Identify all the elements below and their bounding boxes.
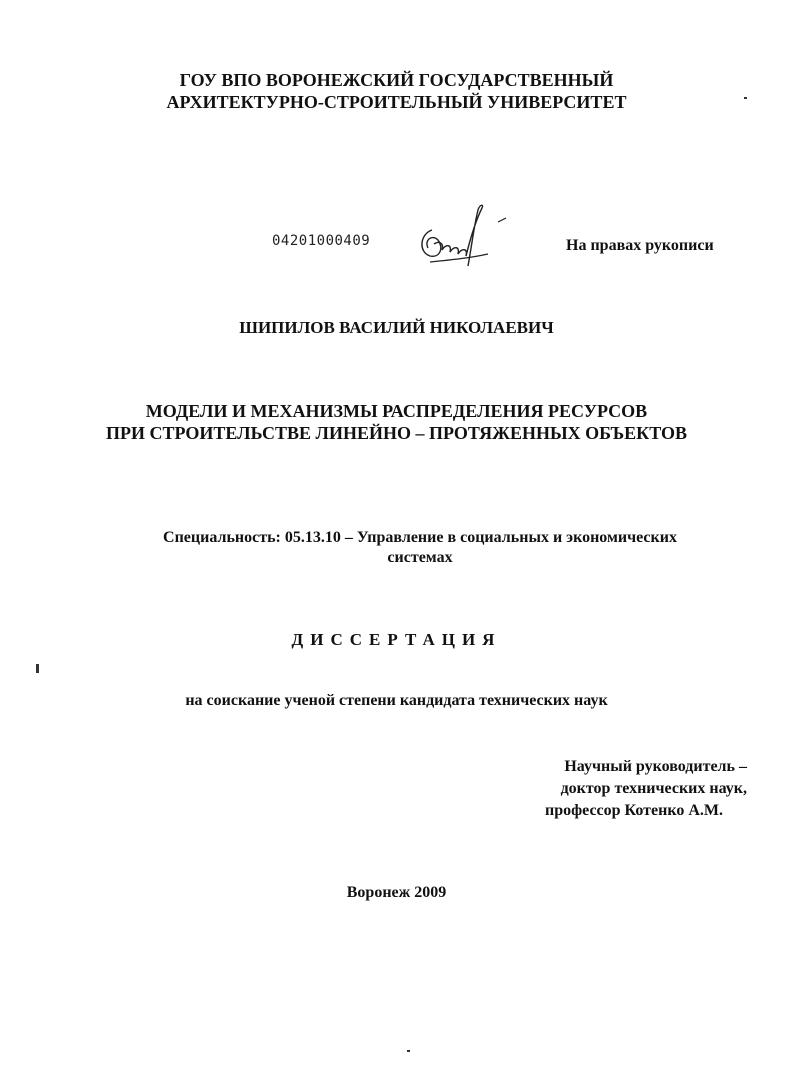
scientific-advisor <box>545 756 747 822</box>
scan-speck <box>36 664 39 673</box>
title-line-1: МОДЕЛИ И МЕХАНИЗМЫ РАСПРЕДЕЛЕНИЯ РЕСУРСОВ <box>145 401 648 421</box>
city-year: Воронеж 2009 <box>346 884 447 901</box>
university-header <box>0 69 793 113</box>
university-line-2: АРХИТЕКТУРНО-СТРОИТЕЛЬНЫЙ УНИВЕРСИТЕТ <box>166 92 627 112</box>
university-line-1: ГОУ ВПО ВОРОНЕЖСКИЙ ГОСУДАРСТВЕННЫЙ <box>179 70 614 90</box>
advisor-line-2: доктор технических наук, <box>560 780 747 797</box>
specialty <box>110 528 730 568</box>
specialty-line-2: системах <box>387 549 453 566</box>
specialty-line-1: Специальность: 05.13.10 – Управление в социальных и экономических <box>163 529 677 546</box>
document-type: ДИССЕРТАЦИЯ <box>291 630 502 649</box>
degree-statement: на соискание ученой степени кандидата технических наук <box>185 692 608 709</box>
advisor-line-3: профессор Котенко А.М. <box>544 802 723 819</box>
author-name: ШИПИЛОВ ВАСИЛИЙ НИКОЛАЕВИЧ <box>239 318 554 337</box>
rights-note: На правах рукописи <box>566 237 714 254</box>
dissertation-title <box>0 400 793 444</box>
handwritten-signature <box>410 200 520 275</box>
scan-speck <box>407 1050 410 1052</box>
advisor-line-1: Научный руководитель – <box>564 758 747 775</box>
registration-number: 04201000409 <box>272 233 371 249</box>
title-line-2: ПРИ СТРОИТЕЛЬСТВЕ ЛИНЕЙНО – ПРОТЯЖЕННЫХ ОБЪЕКТОВ <box>106 423 687 443</box>
scan-speck <box>744 97 747 99</box>
